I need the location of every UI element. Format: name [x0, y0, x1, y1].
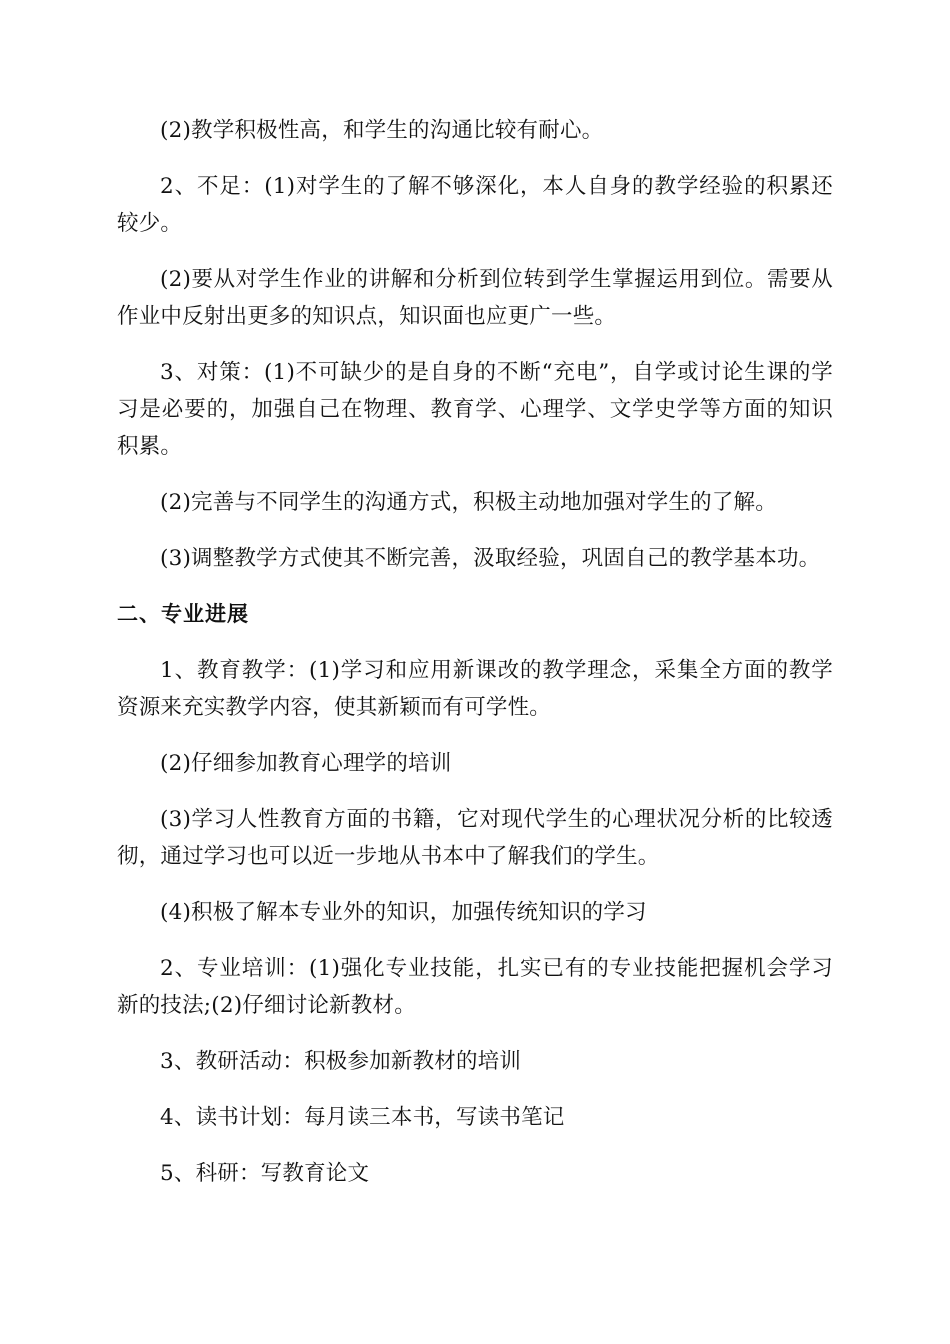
paragraph-external-knowledge: (4)积极了解本专业外的知识，加强传统知识的学习 — [160, 900, 647, 925]
paragraph-communication: (2)完善与不同学生的沟通方式，积极主动地加强对学生的了解。 — [160, 490, 777, 515]
paragraph-teaching-methods: (3)调整教学方式使其不断完善，汲取经验，巩固自己的教学基本功。 — [160, 546, 821, 571]
paragraph-homework-analysis: (2)要从对学生作业的讲解和分析到位转到学生掌握运用到位。需要从作业中反射出更多的知识点，知识面也应更广一些。 — [117, 267, 833, 329]
paragraph-scientific-research: 5、科研：写教育论文 — [160, 1161, 370, 1186]
document-body — [117, 112, 833, 1211]
paragraph-countermeasures: 3、对策：(1)不可缺少的是自身的不断“充电”，自学或讨论生课的学习是必要的，加强自己在物理、教育学、心理学、文学史学等方面的知识积累。 — [117, 360, 833, 459]
paragraph-humanistic-books: (3)学习人性教育方面的书籍，它对现代学生的心理状况分析的比较透彻，通过学习也可以近一步地从书本中了解我们的学生。 — [117, 807, 833, 869]
paragraph-professional-training: 2、专业培训：(1)强化专业技能，扎实已有的专业技能把握机会学习新的技法;(2)仔细讨论新教材。 — [117, 956, 833, 1018]
paragraph-reading-plan: 4、读书计划：每月读三本书，写读书笔记 — [160, 1105, 565, 1130]
paragraph-teaching-enthusiasm: (2)教学积极性高，和学生的沟通比较有耐心。 — [160, 118, 604, 143]
paragraph-research-activities: 3、教研活动：积极参加新教材的培训 — [160, 1049, 522, 1074]
paragraph-education-teaching: 1、教育教学：(1)学习和应用新课改的教学理念，采集全方面的教学资源来充实教学内容，使其新颖而有可学性。 — [117, 658, 833, 720]
section-heading-professional-progress: 二、专业进展 — [117, 602, 249, 626]
paragraph-psychology-training: (2)仔细参加教育心理学的培训 — [160, 751, 452, 776]
paragraph-shortcomings: 2、不足：(1)对学生的了解不够深化，本人自身的教学经验的积累还较少。 — [117, 174, 833, 236]
